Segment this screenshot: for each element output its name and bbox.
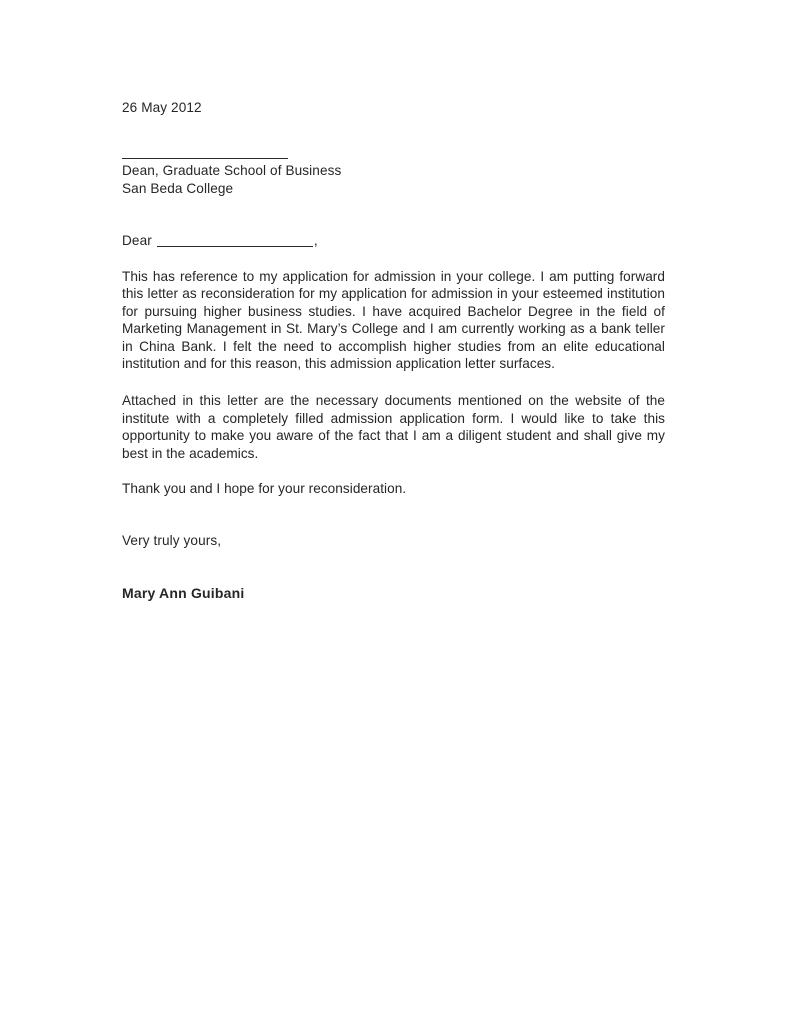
recipient-institution-line: San Beda College	[122, 180, 234, 196]
body-paragraph-1: This has reference to my application for admission in your college. I am putting forward this letter as reconsideration for my application for admission in your esteemed institution for pursuing higher business studies. I have acquired Bachelor Degree in the field of Marketing Management in St. Mary’s College and I am currently working as a bank teller in China Bank. I felt the need to accomplish higher studies from an elite educational institution and for this reason, this admission application letter surfaces.	[122, 268, 665, 372]
letter-date: 26 May 2012	[122, 100, 202, 115]
salutation-line	[122, 232, 665, 250]
body-paragraph-3: Thank you and I hope for your reconsideration.	[122, 481, 407, 497]
letter-body	[122, 99, 665, 602]
body-paragraph-2: Attached in this letter are the necessary documents mentioned on the website of the institute with a completely filled admission application form. I would like to take this opportunity to make you aware of the fact that I am a diligent student and shall give my best in the academics.	[122, 393, 665, 461]
complimentary-close: Very truly yours,	[122, 533, 222, 549]
salutation-greeting: Dear	[122, 233, 152, 248]
salutation-punctuation: ,	[313, 233, 318, 248]
salutation-name-blank	[157, 234, 313, 247]
recipient-name-blank-rule	[122, 158, 288, 159]
signer-name: Mary Ann Guibani	[122, 584, 245, 601]
recipient-title-line: Dean, Graduate School of Business	[122, 163, 342, 178]
recipient-block	[122, 158, 665, 197]
